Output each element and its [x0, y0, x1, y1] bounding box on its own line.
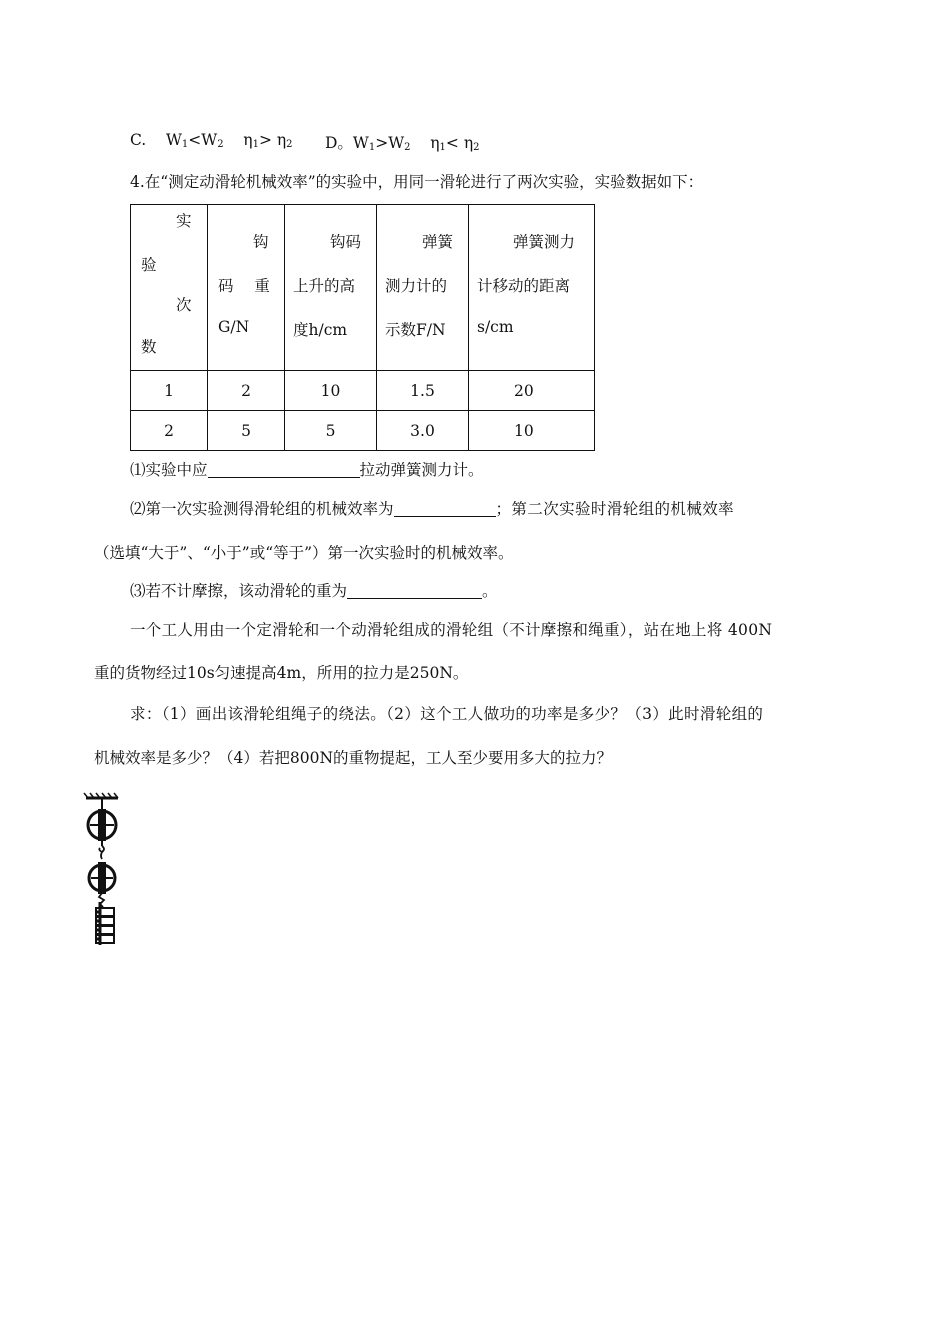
table-row: 2 5 5 3.0 10	[131, 411, 595, 451]
answer-blank-1[interactable]	[208, 461, 360, 478]
experiment-table	[130, 204, 595, 451]
option-d: D。$W_1>W_2$ $\eta_1< \eta_2$	[325, 134, 480, 153]
answer-blank-3[interactable]	[347, 582, 482, 599]
sub-question-2-line2: （选填“大于”、“小于”或“等于”）第一次实验时的机械效率。	[94, 544, 514, 562]
sub-question-1: ⑴实验中应 拉动弹簧测力计。	[130, 461, 484, 479]
header-weight: 钩 码 重 G/N	[208, 205, 285, 371]
question-4-intro: 4.在“测定动滑轮机械效率”的实验中，用同一滑轮进行了两次实验，实验数据如下：	[130, 173, 704, 191]
table-row: 1 2 10 1.5 20	[131, 371, 595, 411]
question-5-line1: 一个工人用由一个定滑轮和一个动滑轮组成的滑轮组（不计摩擦和绳重），站在地上将 400N	[130, 621, 773, 639]
answer-blank-2[interactable]	[394, 500, 496, 517]
question-5-line4: 机械效率是多少？（4）若把800N的重物提起，工人至少要用多大的拉力？	[94, 749, 613, 767]
pulley-system-figure	[82, 790, 132, 990]
header-trial-number: 实 验 次 数	[131, 205, 208, 371]
header-distance: 弹簧测力 计移动的距离 s/cm	[469, 205, 595, 371]
question-5-line2: 重的货物经过10s匀速提高4m，所用的拉力是250N。	[94, 664, 469, 682]
header-force: 弹簧 测力计的 示数F/N	[377, 205, 469, 371]
option-c: C. $W_1<W_2$ $\eta_1> \eta_2$	[130, 131, 293, 150]
sub-question-3: ⑶若不计摩擦，该动滑轮的重为 。	[130, 582, 498, 600]
question-5-line3: 求：（1）画出该滑轮组绳子的绕法。（2）这个工人做功的功率是多少？（3）此时滑轮组的	[130, 705, 764, 723]
table-header-row	[131, 205, 595, 371]
sub-question-2: ⑵第一次实验测得滑轮组的机械效率为 ；第二次实验时滑轮组的机械效率	[130, 500, 735, 518]
header-height: 钩码 上升的高 度h/cm	[285, 205, 377, 371]
